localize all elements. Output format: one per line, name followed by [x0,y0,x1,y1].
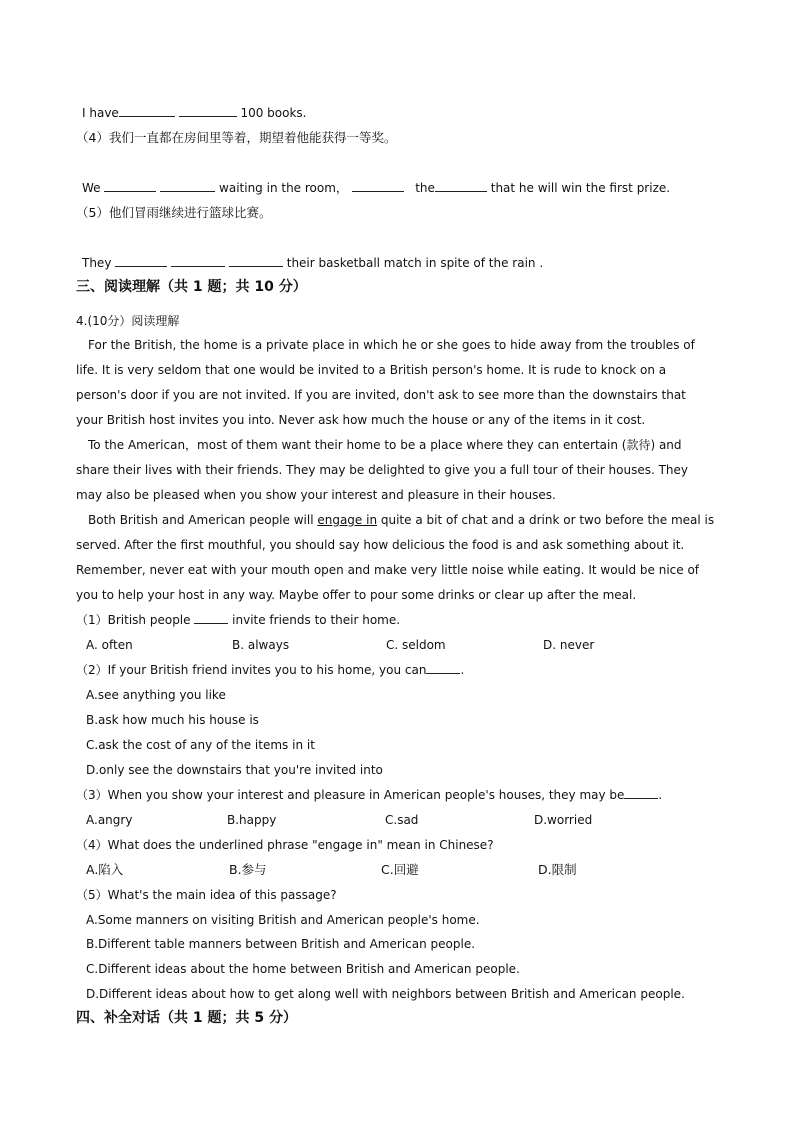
option-c[interactable]: C.ask the cost of any of the items in it [86,738,315,752]
option-b[interactable]: B.Different table manners between British and American people. [86,937,476,951]
option-b[interactable]: B. always [232,638,290,652]
answer-blank[interactable] [119,105,175,117]
option-a[interactable]: A. often [86,638,133,652]
answer-blank[interactable] [352,180,404,192]
fill-in-line-5 [82,255,543,271]
question-stem: （2）If your British friend invites you to his home, you can [76,663,427,677]
question-stem: . [658,788,663,802]
sub-question-3 [76,787,662,803]
option-c[interactable]: C.Different ideas about the home between British and American people. [86,962,520,976]
fill-in-text: that he will win the first prize. [490,181,671,195]
answer-blank[interactable] [624,787,658,799]
option-b[interactable]: B.ask how much his house is [86,713,259,727]
answer-blank[interactable] [104,180,156,192]
answer-blank[interactable] [179,105,237,117]
fill-in-text: waiting in the room， [219,181,348,195]
paragraph-text: quite a bit of chat and a drink or two before the meal is served. After the first mouthful, you should say how delicious the food is and ask something about it. Remember, never eat with your mouth open and make very little noise while eating. It would be nice of you to help your host in any way. Maybe offer to pour some drinks or clear up after the meal. [76,513,715,602]
fill-in-line-3 [82,105,307,121]
answer-blank[interactable] [171,255,225,267]
question-stem: . [460,663,465,677]
fill-in-text: I have [82,106,119,120]
answer-blank[interactable] [426,662,460,674]
option-a[interactable]: A.Some manners on visiting British and American people's home. [86,913,480,927]
passage-paragraph-2: To the American，most of them want their home to be a place where they can entertain (款待) and share their lives with their friends. They may be delighted to give you a full tour of their houses. They may also be pleased when you show your interest and pleasure in their houses. [76,438,689,502]
fill-in-line-4 [82,180,670,196]
fill-in-text: 100 books. [240,106,307,120]
option-c[interactable]: C.sad [385,813,419,827]
question-stem: （3）When you show your interest and pleasure in American people's houses, they may be [76,788,625,802]
fill-in-text: We [82,181,101,195]
section-4-title: 四、补全对话（共 1 题；共 5 分） [76,1010,297,1026]
option-a[interactable]: A.angry [86,813,133,827]
underlined-phrase: engage in [317,513,378,527]
question-4-header: 4.(10分）阅读理解 [76,314,180,328]
fill-in-text: They [82,256,112,270]
sub-question-5: （5）What's the main idea of this passage? [76,888,337,902]
answer-blank[interactable] [160,180,215,192]
section-3-title: 三、阅读理解（共 1 题；共 10 分） [76,279,307,295]
sub-question-4: （4）What does the underlined phrase "engage in" mean in Chinese? [76,838,494,852]
option-d[interactable]: D.Different ideas about how to get along well with neighbors between British and American people. [86,987,685,1001]
question-5-chinese: （5）他们冒雨继续进行篮球比赛。 [76,205,272,220]
fill-in-text: their basketball match in spite of the rain . [286,256,544,270]
passage-paragraph-3 [76,508,716,608]
question-stem: （1）British people [76,613,195,627]
option-c[interactable]: C.回避 [381,862,419,877]
option-a[interactable]: A.see anything you like [86,688,226,702]
fill-in-text: the [415,181,435,195]
paragraph-text: Both British and American people will [88,513,318,527]
option-c[interactable]: C. seldom [386,638,446,652]
answer-blank[interactable] [229,255,283,267]
option-d[interactable]: D.only see the downstairs that you're invited into [86,763,383,777]
option-b[interactable]: B.happy [227,813,277,827]
sub-question-1 [76,612,400,628]
question-stem: invite friends to their home. [228,613,401,627]
option-b[interactable]: B.参与 [229,862,267,877]
option-d[interactable]: D.worried [534,813,593,827]
answer-blank[interactable] [115,255,167,267]
passage-paragraph-1: For the British, the home is a private place in which he or she goes to hide away from the troubles of life. It is very seldom that one would be invited to a British person's home. It is rude to knock on a person's door if you are not invited. If you are invited, don't ask to see more than the downstairs that your British host invites you into. Never ask how much the house or any of the items in it cost. [76,338,695,427]
option-d[interactable]: D.限制 [538,862,577,877]
option-d[interactable]: D. never [543,638,595,652]
sub-question-2 [76,662,464,678]
answer-blank[interactable] [435,180,487,192]
answer-blank[interactable] [194,612,228,624]
question-4-chinese: （4）我们一直都在房间里等着，期望着他能获得一等奖。 [76,130,397,145]
option-a[interactable]: A.陷入 [86,862,124,877]
